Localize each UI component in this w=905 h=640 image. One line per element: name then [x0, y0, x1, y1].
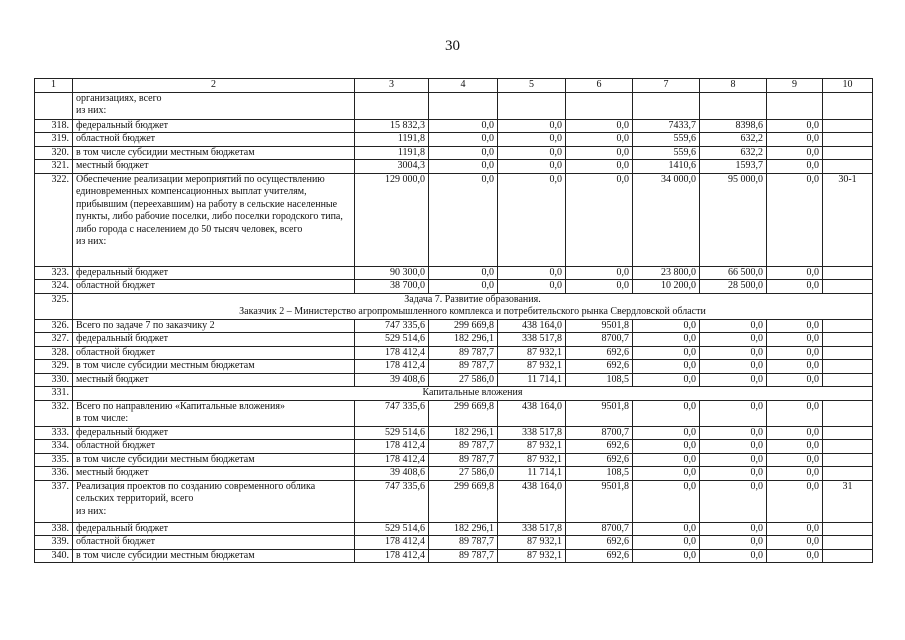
- value-cell: 0,0: [566, 266, 633, 280]
- row-number: 323.: [35, 266, 73, 280]
- value-cell: 87 932,1: [498, 346, 566, 360]
- reference-cell: [823, 522, 873, 536]
- value-cell: 0,0: [633, 333, 700, 347]
- item-name: федеральный бюджет: [73, 426, 355, 440]
- value-cell: 39 408,6: [355, 373, 429, 387]
- item-name: федеральный бюджет: [73, 266, 355, 280]
- value-cell: 0,0: [700, 333, 767, 347]
- reference-cell: [823, 360, 873, 374]
- value-cell: 0,0: [700, 549, 767, 563]
- value-cell: 66 500,0: [700, 266, 767, 280]
- item-name: областной бюджет: [73, 280, 355, 294]
- value-cell: 692,6: [566, 360, 633, 374]
- value-cell: 0,0: [767, 453, 823, 467]
- table-row: [35, 453, 873, 467]
- budget-table: [34, 78, 873, 563]
- value-cell: [767, 92, 823, 119]
- row-number: 327.: [35, 333, 73, 347]
- item-name: Реализация проектов по созданию современного облика сельских территорий, всего из них:: [73, 480, 355, 522]
- value-cell: 87 932,1: [498, 549, 566, 563]
- value-cell: 0,0: [700, 480, 767, 522]
- value-cell: 747 335,6: [355, 319, 429, 333]
- value-cell: 0,0: [767, 319, 823, 333]
- value-cell: 3004,3: [355, 160, 429, 174]
- value-cell: 39 408,6: [355, 467, 429, 481]
- value-cell: 692,6: [566, 549, 633, 563]
- value-cell: 182 296,1: [429, 333, 498, 347]
- value-cell: 0,0: [633, 453, 700, 467]
- value-cell: 299 669,8: [429, 480, 498, 522]
- value-cell: 0,0: [429, 280, 498, 294]
- reference-cell: [823, 467, 873, 481]
- table-row: [35, 133, 873, 147]
- value-cell: 0,0: [633, 480, 700, 522]
- value-cell: 632,2: [700, 133, 767, 147]
- value-cell: 0,0: [700, 522, 767, 536]
- value-cell: 10 200,0: [633, 280, 700, 294]
- reference-cell: [823, 92, 873, 119]
- table-row: [35, 266, 873, 280]
- table-row: [35, 522, 873, 536]
- value-cell: 178 412,4: [355, 549, 429, 563]
- value-cell: 0,0: [767, 173, 823, 266]
- reference-cell: [823, 160, 873, 174]
- value-cell: 0,0: [767, 160, 823, 174]
- value-cell: 178 412,4: [355, 536, 429, 550]
- value-cell: 9501,8: [566, 319, 633, 333]
- value-cell: 0,0: [498, 280, 566, 294]
- row-number: 338.: [35, 522, 73, 536]
- value-cell: [700, 92, 767, 119]
- value-cell: 438 164,0: [498, 400, 566, 426]
- value-cell: 182 296,1: [429, 426, 498, 440]
- value-cell: 0,0: [498, 266, 566, 280]
- value-cell: 1410,6: [633, 160, 700, 174]
- value-cell: 129 000,0: [355, 173, 429, 266]
- table-row: [35, 173, 873, 266]
- value-cell: 0,0: [700, 536, 767, 550]
- value-cell: 0,0: [700, 346, 767, 360]
- value-cell: 0,0: [566, 133, 633, 147]
- value-cell: 338 517,8: [498, 522, 566, 536]
- row-number: 326.: [35, 319, 73, 333]
- table-row: [35, 480, 873, 522]
- value-cell: 0,0: [633, 440, 700, 454]
- value-cell: 11 714,1: [498, 467, 566, 481]
- value-cell: 27 586,0: [429, 373, 498, 387]
- value-cell: 108,5: [566, 467, 633, 481]
- table-row: [35, 440, 873, 454]
- value-cell: 692,6: [566, 453, 633, 467]
- value-cell: 89 787,7: [429, 549, 498, 563]
- value-cell: 692,6: [566, 536, 633, 550]
- value-cell: 0,0: [700, 467, 767, 481]
- row-number: 330.: [35, 373, 73, 387]
- table-row: [35, 536, 873, 550]
- item-name: местный бюджет: [73, 467, 355, 481]
- value-cell: 0,0: [633, 536, 700, 550]
- value-cell: 0,0: [767, 266, 823, 280]
- table-row: [35, 373, 873, 387]
- value-cell: 89 787,7: [429, 360, 498, 374]
- reference-cell: [823, 346, 873, 360]
- value-cell: 0,0: [429, 160, 498, 174]
- table-body: [35, 79, 873, 563]
- column-header: 2: [73, 79, 355, 93]
- row-number: 324.: [35, 280, 73, 294]
- reference-cell: [823, 333, 873, 347]
- value-cell: 0,0: [767, 146, 823, 160]
- value-cell: 23 800,0: [633, 266, 700, 280]
- value-cell: 0,0: [767, 333, 823, 347]
- value-cell: 0,0: [566, 146, 633, 160]
- section-title: Задача 7. Развитие образования. Заказчик 2 – Министерство агропромышленного комплекса и потребительского рынка Свердловской области: [73, 293, 873, 319]
- column-header: 8: [700, 79, 767, 93]
- value-cell: 0,0: [566, 119, 633, 133]
- reference-cell: [823, 549, 873, 563]
- table-row: [35, 160, 873, 174]
- value-cell: 0,0: [633, 549, 700, 563]
- value-cell: 9501,8: [566, 480, 633, 522]
- value-cell: 0,0: [700, 400, 767, 426]
- value-cell: 178 412,4: [355, 346, 429, 360]
- column-header: 7: [633, 79, 700, 93]
- value-cell: 0,0: [700, 440, 767, 454]
- table-row: [35, 333, 873, 347]
- reference-cell: [823, 146, 873, 160]
- value-cell: 747 335,6: [355, 400, 429, 426]
- value-cell: 8398,6: [700, 119, 767, 133]
- table-row: [35, 146, 873, 160]
- column-header: 6: [566, 79, 633, 93]
- value-cell: 38 700,0: [355, 280, 429, 294]
- row-number: 334.: [35, 440, 73, 454]
- section-title: Капитальные вложения: [73, 387, 873, 401]
- row-number: [35, 92, 73, 119]
- value-cell: 0,0: [767, 119, 823, 133]
- value-cell: 0,0: [767, 280, 823, 294]
- value-cell: 0,0: [633, 346, 700, 360]
- reference-cell: [823, 280, 873, 294]
- row-number: 337.: [35, 480, 73, 522]
- value-cell: 338 517,8: [498, 333, 566, 347]
- row-number: 320.: [35, 146, 73, 160]
- value-cell: 0,0: [633, 426, 700, 440]
- value-cell: 0,0: [566, 173, 633, 266]
- value-cell: 89 787,7: [429, 346, 498, 360]
- value-cell: 0,0: [700, 426, 767, 440]
- value-cell: 90 300,0: [355, 266, 429, 280]
- table-row: [35, 346, 873, 360]
- value-cell: 8700,7: [566, 333, 633, 347]
- value-cell: 299 669,8: [429, 400, 498, 426]
- value-cell: 87 932,1: [498, 440, 566, 454]
- table-row: [35, 467, 873, 481]
- value-cell: 182 296,1: [429, 522, 498, 536]
- column-header: 9: [767, 79, 823, 93]
- value-cell: 338 517,8: [498, 426, 566, 440]
- item-name: организациях, всего из них:: [73, 92, 355, 119]
- value-cell: 0,0: [767, 536, 823, 550]
- item-name: Обеспечение реализации мероприятий по осуществлению единовременных компенсационных выплат учителям, прибывшим (переехавшим) на работу в сельские населенные пункты, либо рабочие поселки, либо поселки городского типа, либо города с населением до 50 тысяч человек, всего из них:: [73, 173, 355, 266]
- row-number: 325.: [35, 293, 73, 319]
- value-cell: 692,6: [566, 440, 633, 454]
- value-cell: 692,6: [566, 346, 633, 360]
- value-cell: 299 669,8: [429, 319, 498, 333]
- value-cell: 108,5: [566, 373, 633, 387]
- item-name: федеральный бюджет: [73, 333, 355, 347]
- value-cell: 0,0: [498, 133, 566, 147]
- table-row: [35, 280, 873, 294]
- value-cell: 0,0: [429, 146, 498, 160]
- section-row: [35, 293, 873, 319]
- value-cell: 0,0: [767, 400, 823, 426]
- value-cell: 0,0: [498, 146, 566, 160]
- reference-cell: [823, 400, 873, 426]
- item-name: местный бюджет: [73, 160, 355, 174]
- table-row: [35, 119, 873, 133]
- table-row: [35, 549, 873, 563]
- value-cell: 438 164,0: [498, 480, 566, 522]
- value-cell: 27 586,0: [429, 467, 498, 481]
- value-cell: 11 714,1: [498, 373, 566, 387]
- value-cell: 0,0: [633, 522, 700, 536]
- value-cell: 0,0: [429, 119, 498, 133]
- value-cell: 0,0: [700, 319, 767, 333]
- item-name: Всего по направлению «Капитальные вложения» в том числе:: [73, 400, 355, 426]
- value-cell: 89 787,7: [429, 440, 498, 454]
- value-cell: 0,0: [767, 549, 823, 563]
- row-number: 340.: [35, 549, 73, 563]
- value-cell: [498, 92, 566, 119]
- item-name: федеральный бюджет: [73, 119, 355, 133]
- value-cell: 0,0: [566, 280, 633, 294]
- item-name: Всего по задаче 7 по заказчику 2: [73, 319, 355, 333]
- row-number: 329.: [35, 360, 73, 374]
- value-cell: 0,0: [566, 160, 633, 174]
- item-name: в том числе субсидии местным бюджетам: [73, 360, 355, 374]
- column-header: 10: [823, 79, 873, 93]
- item-name: в том числе субсидии местным бюджетам: [73, 549, 355, 563]
- row-number: 336.: [35, 467, 73, 481]
- value-cell: 87 932,1: [498, 360, 566, 374]
- value-cell: 178 412,4: [355, 360, 429, 374]
- row-number: 332.: [35, 400, 73, 426]
- value-cell: 0,0: [498, 119, 566, 133]
- value-cell: 1593,7: [700, 160, 767, 174]
- item-name: в том числе субсидии местным бюджетам: [73, 146, 355, 160]
- reference-cell: 31: [823, 480, 873, 522]
- item-name: областной бюджет: [73, 440, 355, 454]
- reference-cell: [823, 373, 873, 387]
- item-name: областной бюджет: [73, 133, 355, 147]
- value-cell: 0,0: [633, 373, 700, 387]
- value-cell: 89 787,7: [429, 536, 498, 550]
- row-number: 339.: [35, 536, 73, 550]
- table-row: [35, 92, 873, 119]
- value-cell: 0,0: [633, 400, 700, 426]
- row-number: 319.: [35, 133, 73, 147]
- value-cell: 89 787,7: [429, 453, 498, 467]
- row-number: 322.: [35, 173, 73, 266]
- item-name: федеральный бюджет: [73, 522, 355, 536]
- value-cell: 0,0: [700, 453, 767, 467]
- table-row: [35, 360, 873, 374]
- column-header: 5: [498, 79, 566, 93]
- row-number: 331.: [35, 387, 73, 401]
- value-cell: 0,0: [767, 426, 823, 440]
- value-cell: 0,0: [767, 480, 823, 522]
- section-row: [35, 387, 873, 401]
- value-cell: [355, 92, 429, 119]
- value-cell: 632,2: [700, 146, 767, 160]
- value-cell: 95 000,0: [700, 173, 767, 266]
- table-row: [35, 426, 873, 440]
- value-cell: 559,6: [633, 146, 700, 160]
- reference-cell: [823, 319, 873, 333]
- row-number: 318.: [35, 119, 73, 133]
- reference-cell: [823, 536, 873, 550]
- value-cell: 0,0: [767, 133, 823, 147]
- reference-cell: [823, 453, 873, 467]
- value-cell: 0,0: [633, 360, 700, 374]
- value-cell: 0,0: [429, 266, 498, 280]
- value-cell: 7433,7: [633, 119, 700, 133]
- value-cell: [429, 92, 498, 119]
- value-cell: 0,0: [498, 160, 566, 174]
- value-cell: 178 412,4: [355, 453, 429, 467]
- value-cell: 529 514,6: [355, 426, 429, 440]
- value-cell: 747 335,6: [355, 480, 429, 522]
- header-row: [35, 79, 873, 93]
- item-name: местный бюджет: [73, 373, 355, 387]
- value-cell: 8700,7: [566, 426, 633, 440]
- column-header: 1: [35, 79, 73, 93]
- value-cell: 0,0: [767, 346, 823, 360]
- value-cell: 8700,7: [566, 522, 633, 536]
- value-cell: 0,0: [498, 173, 566, 266]
- value-cell: 1191,8: [355, 133, 429, 147]
- value-cell: 0,0: [700, 360, 767, 374]
- value-cell: 34 000,0: [633, 173, 700, 266]
- value-cell: 529 514,6: [355, 522, 429, 536]
- value-cell: 0,0: [767, 467, 823, 481]
- value-cell: 1191,8: [355, 146, 429, 160]
- row-number: 328.: [35, 346, 73, 360]
- reference-cell: [823, 266, 873, 280]
- item-name: в том числе субсидии местным бюджетам: [73, 453, 355, 467]
- value-cell: [633, 92, 700, 119]
- table-row: [35, 400, 873, 426]
- value-cell: 0,0: [633, 467, 700, 481]
- row-number: 333.: [35, 426, 73, 440]
- value-cell: 0,0: [700, 373, 767, 387]
- value-cell: 0,0: [429, 173, 498, 266]
- value-cell: 28 500,0: [700, 280, 767, 294]
- value-cell: 9501,8: [566, 400, 633, 426]
- value-cell: 559,6: [633, 133, 700, 147]
- value-cell: 0,0: [767, 440, 823, 454]
- table-row: [35, 319, 873, 333]
- reference-cell: [823, 440, 873, 454]
- value-cell: 0,0: [767, 522, 823, 536]
- reference-cell: [823, 119, 873, 133]
- value-cell: 178 412,4: [355, 440, 429, 454]
- value-cell: 529 514,6: [355, 333, 429, 347]
- value-cell: 0,0: [767, 360, 823, 374]
- value-cell: 15 832,3: [355, 119, 429, 133]
- value-cell: 438 164,0: [498, 319, 566, 333]
- value-cell: 0,0: [429, 133, 498, 147]
- column-header: 3: [355, 79, 429, 93]
- value-cell: 0,0: [767, 373, 823, 387]
- reference-cell: [823, 133, 873, 147]
- reference-cell: [823, 426, 873, 440]
- row-number: 321.: [35, 160, 73, 174]
- value-cell: 0,0: [633, 319, 700, 333]
- value-cell: [566, 92, 633, 119]
- row-number: 335.: [35, 453, 73, 467]
- item-name: областной бюджет: [73, 536, 355, 550]
- value-cell: 87 932,1: [498, 453, 566, 467]
- page-number: 30: [445, 38, 460, 54]
- reference-cell: 30-1: [823, 173, 873, 266]
- column-header: 4: [429, 79, 498, 93]
- value-cell: 87 932,1: [498, 536, 566, 550]
- item-name: областной бюджет: [73, 346, 355, 360]
